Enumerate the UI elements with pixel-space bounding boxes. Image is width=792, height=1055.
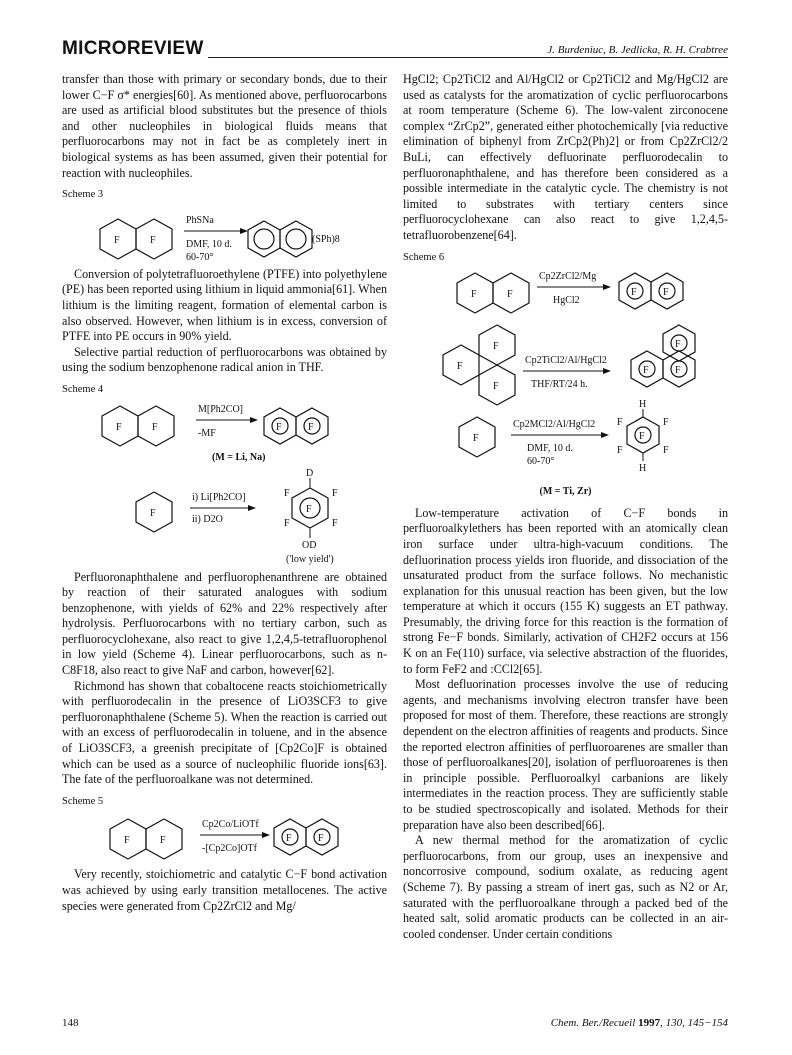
journal-pages: 145−154 [687, 1017, 728, 1029]
left-column [62, 72, 387, 914]
svg-text:F: F [284, 517, 290, 529]
paragraph: Very recently, stoichiometric and catalytic C−F bond activation was achieved by using early transition metallocenes. The active species were generated from Cp2ZrCl2 and Mg/ [62, 867, 387, 913]
reagent-label: ii) D2O [192, 513, 223, 525]
svg-text:F: F [124, 835, 130, 847]
scheme-3 [62, 205, 387, 267]
paragraph: Richmond has shown that cobaltocene reacts stoichiometrically with perfluorodecalin in the presence of LiO3SCF3 to give perfluoronaphthalene (Scheme 5). When the reaction is carried out with an excess of perfluorodecalin in toluene, and in the absence of LiO3SCF3, a greenish precipitate of [Cp2Co]F is obtained which can be used as a source of nucleophilic fluoride ions[63]. The fate of the perfluoroalkane was not determined. [62, 678, 387, 787]
svg-text:F: F [308, 421, 314, 433]
svg-text:F: F [639, 431, 645, 443]
svg-text:F: F [457, 361, 463, 373]
svg-text:F: F [332, 487, 338, 499]
svg-text:F: F [286, 833, 292, 845]
svg-text:F: F [663, 287, 669, 299]
f-label: F [114, 234, 120, 246]
journal-year: 1997 [638, 1017, 661, 1029]
h-label: H [639, 463, 647, 475]
reagent-label: Cp2TiCl2/Al/HgCl2 [525, 355, 607, 367]
scheme-5-label: Scheme 5 [62, 795, 104, 807]
svg-text:F: F [152, 421, 158, 433]
svg-text:F: F [471, 289, 477, 301]
section-title: MICROREVIEW [62, 38, 204, 59]
svg-text:F: F [617, 417, 623, 429]
svg-text:F: F [318, 833, 324, 845]
scheme-6-label: Scheme 6 [403, 251, 445, 263]
scheme-5 [62, 811, 387, 867]
paragraph: Most defluorination processes involve the use of reducing agents, and mechanisms involving electron transfer have been proposed for most of them. Therefore, these reactions are strongly dependent on the electron affinities of reagents and products. Since the reported electron affinities of perfluoroarenes are smaller than those of perfluoroalkanes[20], isolation of perfluoroarenes is then in principle possible. Perfluoroalkyl carbanions are likely intermediates in the reaction process. They are sufficiently stable to be studied spectroscopically and isolated. Methods for their preparation have also been described[66]. [403, 677, 728, 832]
reagent-label: M[Ph2CO] [198, 403, 244, 415]
svg-text:F: F [276, 421, 282, 433]
svg-text:F: F [116, 421, 122, 433]
svg-text:F: F [675, 365, 681, 377]
svg-text:F: F [663, 417, 669, 429]
svg-text:F: F [617, 445, 623, 457]
svg-text:F: F [507, 289, 513, 301]
right-column [403, 72, 728, 942]
d-label: D [306, 467, 314, 479]
reagent-label: HgCl2 [553, 295, 580, 307]
svg-text:F: F [150, 507, 156, 519]
svg-text:F: F [675, 339, 681, 351]
scheme-4 [62, 400, 387, 570]
journal-volume: 130 [665, 1017, 683, 1029]
paragraph: HgCl2; Cp2TiCl2 and Al/HgCl2 or Cp2TiCl2 and Mg/HgCl2 are used as catalysts for the aromatization of cyclic perfluorocarbons at room temperature (Scheme 6). The low-valent zirconocene complex “ZrCp2”, generated either photochemically [via reductive elimination of biphenyl from ZrCp2(Ph)2] or from Cp2ZrCl2/2 BuLi, can effectively defluorinate perfluorodecalin to perfluoronaphthalene, and has therefore been considered as a possible intermediate in the catalytic cycle. The chemistry is not limited to substrates with tertiary centers since perfluorocyclohexane can also react to give 1,2,4,5-tetrafluorobenzene[64]. [403, 72, 728, 242]
condition-label: 60-70° [527, 456, 555, 468]
running-authors: J. Burdeniuc, B. Jedlicka, R. H. Crabtree [547, 44, 728, 56]
condition-label: 60-70° [186, 251, 214, 263]
reagent-label: PhSNa [186, 214, 214, 226]
f-label: F [150, 234, 156, 246]
scheme-4-label: Scheme 4 [62, 383, 104, 395]
byproduct-label: -[Cp2Co]OTf [202, 843, 257, 855]
svg-text:F: F [493, 381, 499, 393]
h-label: H [639, 399, 647, 411]
svg-text:F: F [332, 517, 338, 529]
byproduct-label: -MF [198, 427, 216, 439]
svg-text:F: F [306, 503, 312, 515]
substituent-label: (SPh)8 [312, 233, 340, 245]
svg-text:F: F [284, 487, 290, 499]
paragraph: Low-temperature activation of C−F bonds in perfluoroalkylethers has been reported with an atomically clean iron surface under ultra-high-vacuum conditions. The defluorination process yields iron fluoride, and dissociation of the unsaturated product from the surface follows. No mechanistic explanation for this unusual reaction has been given, but the low temperature at which it occurs (155 K) suggests an ET pathway. Presumably, the driving force for this reaction is the formation of strong Fe−F bonds. Similarly, activation of CH2F2 occurs at 156 K on an Fe(110) surface, via selective abstraction of the fluorides, to form FeF2 and :CCl2[65]. [403, 505, 728, 676]
scheme-6 [403, 267, 728, 500]
paragraph: transfer than those with primary or secondary bonds, due to their lower C−F σ* energies[60]. As mentioned above, perfluorocarbons are used as artificial blood substitutes but the presence of thiols and other nucleophiles in biological fluids means that perfluorocarbons may not in fact be as completely inert in biological systems as has been assumed, given their potential for reaction with nucleophiles. [62, 72, 387, 180]
svg-text:F: F [473, 433, 479, 445]
svg-text:F: F [663, 445, 669, 457]
paragraph: Perfluoronaphthalene and perfluorophenanthrene are obtained by reaction of their saturated analogues with sodium benzophenone, with yields of 62% and 22% respectively after hydrolysis. Perfluorocarbons with no tertiary carbon, such as perfluorocyclohexane, also react to give 1,2,4,5-tetrafluorophenol in low yield (Scheme 4). Linear perfluorocarbons, such as n-C8F18, also react to give NaF and carbon, however[62]. [62, 569, 387, 678]
journal-name: Chem. Ber./Recueil [550, 1017, 636, 1029]
reagent-label: i) Li[Ph2CO] [192, 491, 246, 503]
paragraph: Selective partial reduction of perfluorocarbons was obtained by using the sodium benzophenone radical anion in THF. [62, 344, 387, 375]
header-rule [208, 57, 728, 58]
page-number: 148 [62, 1017, 79, 1029]
paragraph: A new thermal method for the aromatization of cyclic perfluorocarbons, from our group, uses an inexpensive and noncorrosive compound, sodium oxalate, as reducing agent (Scheme 7). By passing a stream of inert gas, such as N2 or Ar, saturated with the perfluoroalkane through a packed bed of the heated salt, solid aromatic products can be collected in an air-cooled condenser. Under certain conditions [403, 833, 728, 941]
note-label: (M = Li, Na) [212, 451, 266, 463]
scheme-3-label: Scheme 3 [62, 189, 104, 201]
svg-text:F: F [160, 835, 166, 847]
reagent-label: Cp2Co/LiOTf [202, 819, 259, 831]
svg-text:F: F [631, 287, 637, 299]
yield-label: ('low yield') [286, 553, 334, 565]
svg-text:F: F [643, 365, 649, 377]
svg-text:F: F [493, 341, 499, 353]
condition-label: DMF, 10 d. [186, 238, 232, 250]
condition-label: DMF, 10 d. [527, 443, 573, 455]
scheme-6-note: (M = Ti, Zr) [539, 486, 592, 498]
condition-label: THF/RT/24 h. [531, 379, 588, 391]
reagent-label: Cp2MCl2/Al/HgCl2 [513, 419, 596, 431]
od-label: OD [302, 539, 317, 551]
paragraph: Conversion of polytetrafluoroethylene (PTFE) into polyethylene (PE) has been reported using lithium in liquid ammonia[61]. When lithium is the limiting reagent, formation of elemental carbon is also observed. However, when lithium is in excess, conversion of PTFE into PE occurs in 90% yield. [62, 266, 387, 344]
reagent-label: Cp2ZrCl2/Mg [539, 271, 597, 283]
journal-citation: Chem. Ber./Recueil 1997, 130, 145−154 [550, 1017, 728, 1029]
